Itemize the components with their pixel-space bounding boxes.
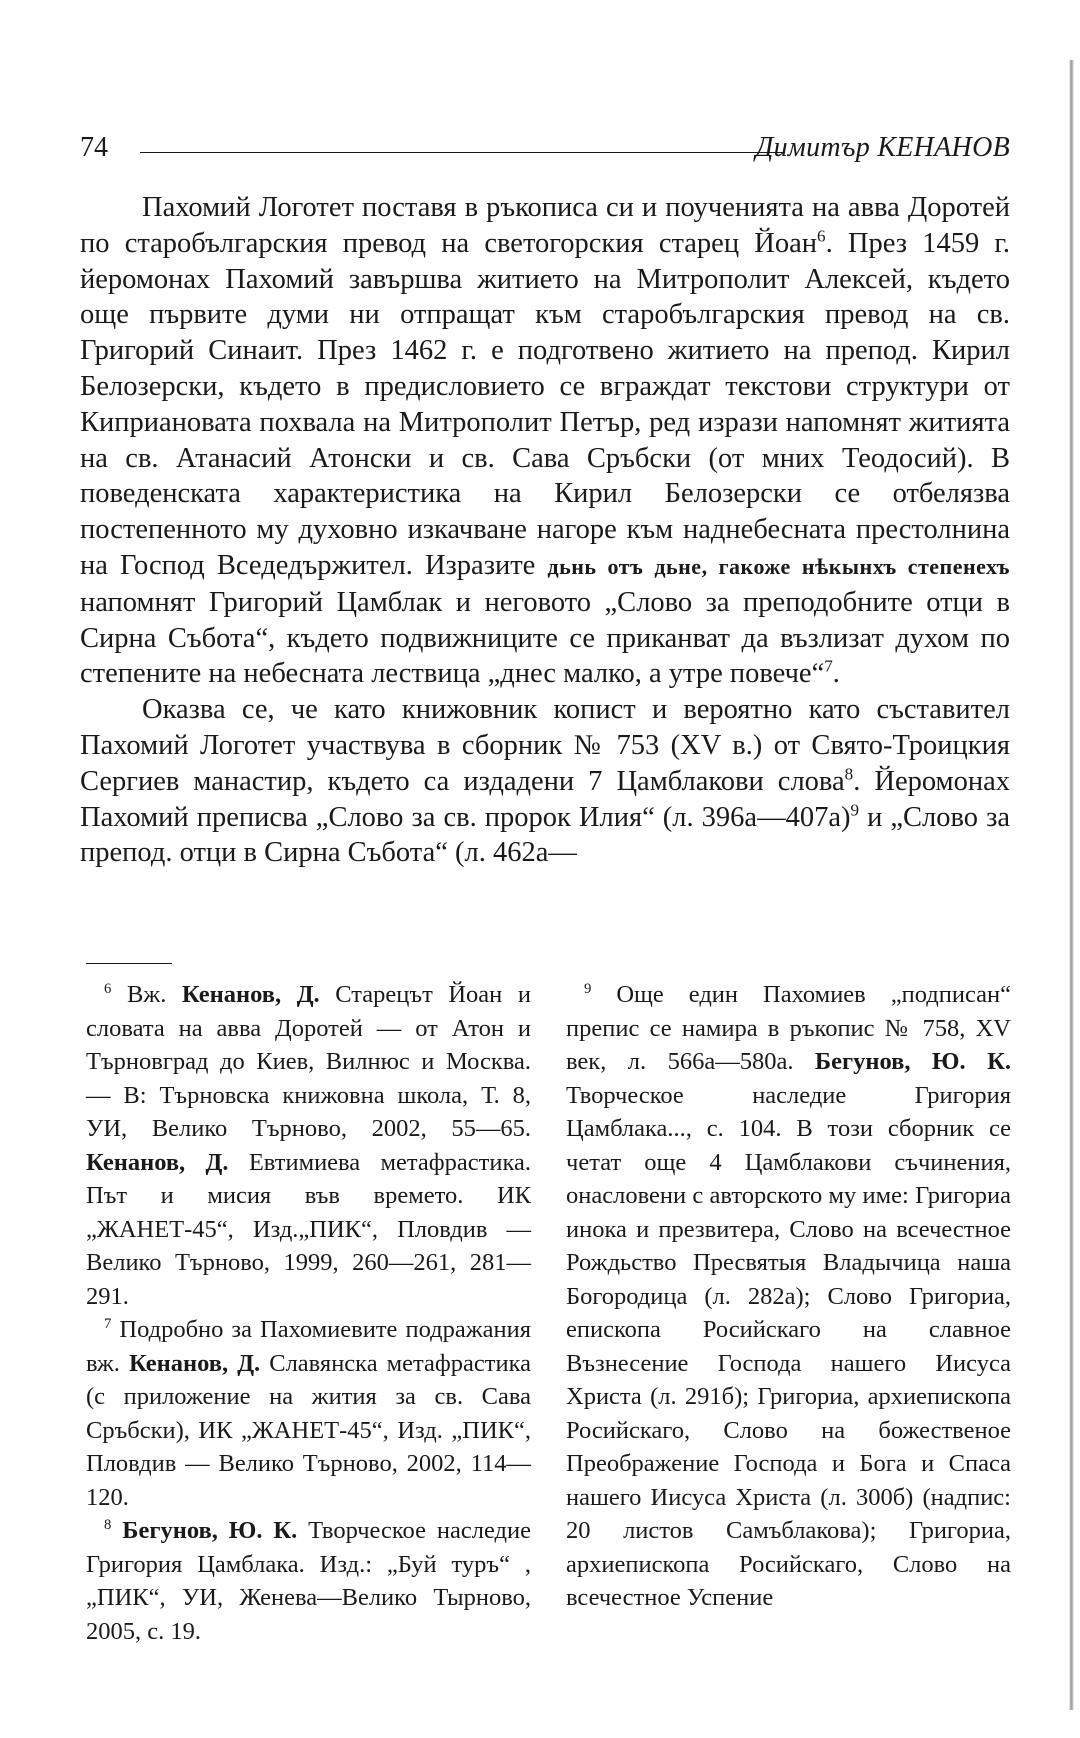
footnote-9-text-2: Творческое наследие Григория Цамблака..., с. 104. В този сборник се четат още 4 Цамблакови съчинения, онасловени с авторското му име: Григориа инока и презвитера, Слово на всечестное Рождьство Пресвятыя Владычица наша Богородица (л. 282а); Слово Григориа, епископа Росийскаго на славное Възнесение Господа нашего Иисуса Христа (л. 291б); Григориа, архиепископа Росийскаго, Слово на божественое Преображение Господа и Бога и Спаса нашего Иисуса Христа (л. 300б) (надпис: 20 листов Самъблакова); Григориа, архиепископа Росийскаго, Слово на всечестное Успение xyxy=(566,1081,1011,1611)
paragraph-1 xyxy=(80,190,1010,692)
footnote-ref-6: 6 xyxy=(817,226,826,246)
p1-text-1: Пахомий Логотет поставя в ръкописа си и поученията на авва Доротей по старобългарския превод на светогорския старец Йоан xyxy=(80,192,1010,259)
footnote-7 xyxy=(86,1313,531,1514)
paragraph-2 xyxy=(80,692,1010,871)
footnote-rule xyxy=(86,963,172,964)
footnotes-right-column xyxy=(566,978,1011,1615)
p1-text-4: . xyxy=(832,658,840,690)
footnote-8 xyxy=(86,1514,531,1648)
footnote-ref-7: 7 xyxy=(824,656,833,676)
footnote-ref-9: 9 xyxy=(850,800,860,820)
footnote-8-number: 8 xyxy=(104,1516,112,1533)
footnote-7-text-2: Славянска метафрастика (с приложение на жития за св. Сава Сръбски), ИК „ЖАНЕТ-45“, Изд. „ПИК“, Пловдив — Велико Търново, 2002, 114—120. xyxy=(86,1349,531,1511)
footnote-8-text: Творческое наследие Григория Цамблака. Изд.: „Буй туръ“ , „ПИК“, УИ, Женева—Велико Тырново, 2005, с. 19. xyxy=(86,1517,531,1645)
footnote-9-text-1: Още един Пахомиев „подписан“ препис се намира в ръкопис № 758, XV век, л. 566а—580а. xyxy=(566,981,1011,1075)
footnote-6-number: 6 xyxy=(104,980,112,997)
p2-text-3: и „Слово за препод. отци в Сирна Събота“ (л. 462а— xyxy=(80,801,1010,869)
footnote-7-author: Кенанов, Д. xyxy=(128,1349,261,1377)
footnote-7-text-1: Подробно за Пахомиевите подражания вж. xyxy=(86,1316,531,1377)
p2-text-1: Оказва се, че като книжовник копист и вероятно като съставител Пахомий Логотет участвува в сборник № 753 (XV в.) от Свято-Троицкия Сергиев манастир, където са издадени 7 Цамблакови слова xyxy=(80,694,1010,797)
footnote-9-number: 9 xyxy=(584,980,592,997)
footnote-8-author: Бегунов, Ю. К. xyxy=(122,1517,298,1544)
footnote-6-text-3: Евтимиева метафрастика. Път и мисия във времето. ИК „ЖАНЕТ-45“, Изд.„ПИК“, Пловдив — Велико Търново, 1999, 260—261, 281—291. xyxy=(86,1148,531,1310)
footnote-9-author: Бегунов, Ю. К. xyxy=(814,1048,1011,1075)
footnote-6-author-2: Кенанов, Д. xyxy=(86,1148,229,1176)
p1-text-2: . През 1459 г. йеромонах Пахомий завършва житието на Митрополит Алексей, където още първите думи ни отпращат към старобългарския превод на св. Григорий Синаит. През 1462 г. е подготвено житието на препод. Кирил Белозерски, където в предисловието се вграждат текстови структури от Киприановата похвала на Митрополит Петър, ред изрази напомнят житията на св. Атанасий Атонски и св. Сава Сръбски (от мних Теодосий). В поведенската характеристика на Кирил Белозерски се отбелязва постепенното му духовно изкачване нагоре към наднебесната престолнина на Господ Вседедържител. Изразите xyxy=(80,227,1011,581)
p2-text-2: . Йеромонах Пахомий преписва „Слово за св. пророк Илия“ (л. 396а—407а) xyxy=(80,765,1010,833)
page-number: 74 xyxy=(80,132,108,163)
page-header xyxy=(80,130,1010,170)
old-slavonic-quote: дьнь отъ дьне, гакоже нѣкынхъ степенехъ xyxy=(547,553,1010,579)
footnote-6-author-1: Кенанов, Д. xyxy=(181,981,320,1008)
footnote-ref-8: 8 xyxy=(844,764,854,784)
header-rule xyxy=(140,152,785,153)
p1-text-3: напомнят Григорий Цамблак и неговото „Слово за преподобните отци в Сирна Събота“, където подвижниците се приканват да възлизат духом по степените на небесната лествица „днес малко, а утре повече“ xyxy=(80,586,1010,690)
footnote-6 xyxy=(86,978,531,1313)
page-edge-shadow xyxy=(1069,60,1074,1710)
footnotes-left-column xyxy=(86,978,531,1648)
footnote-6-text-2: Старецът Йоан и словата на авва Доротей — от Атон и Търновград до Киев, Вилнюс и Москва. — В: Търновска книжовна школа, Т. 8, УИ, Велико Търново, 2002, 55—65. xyxy=(86,981,531,1142)
running-title: Димитър КЕНАНОВ xyxy=(755,132,1010,163)
footnote-7-number: 7 xyxy=(104,1315,112,1332)
main-text xyxy=(80,190,1010,871)
footnote-6-text-1: Вж. xyxy=(126,981,182,1008)
footnote-9 xyxy=(566,978,1011,1615)
